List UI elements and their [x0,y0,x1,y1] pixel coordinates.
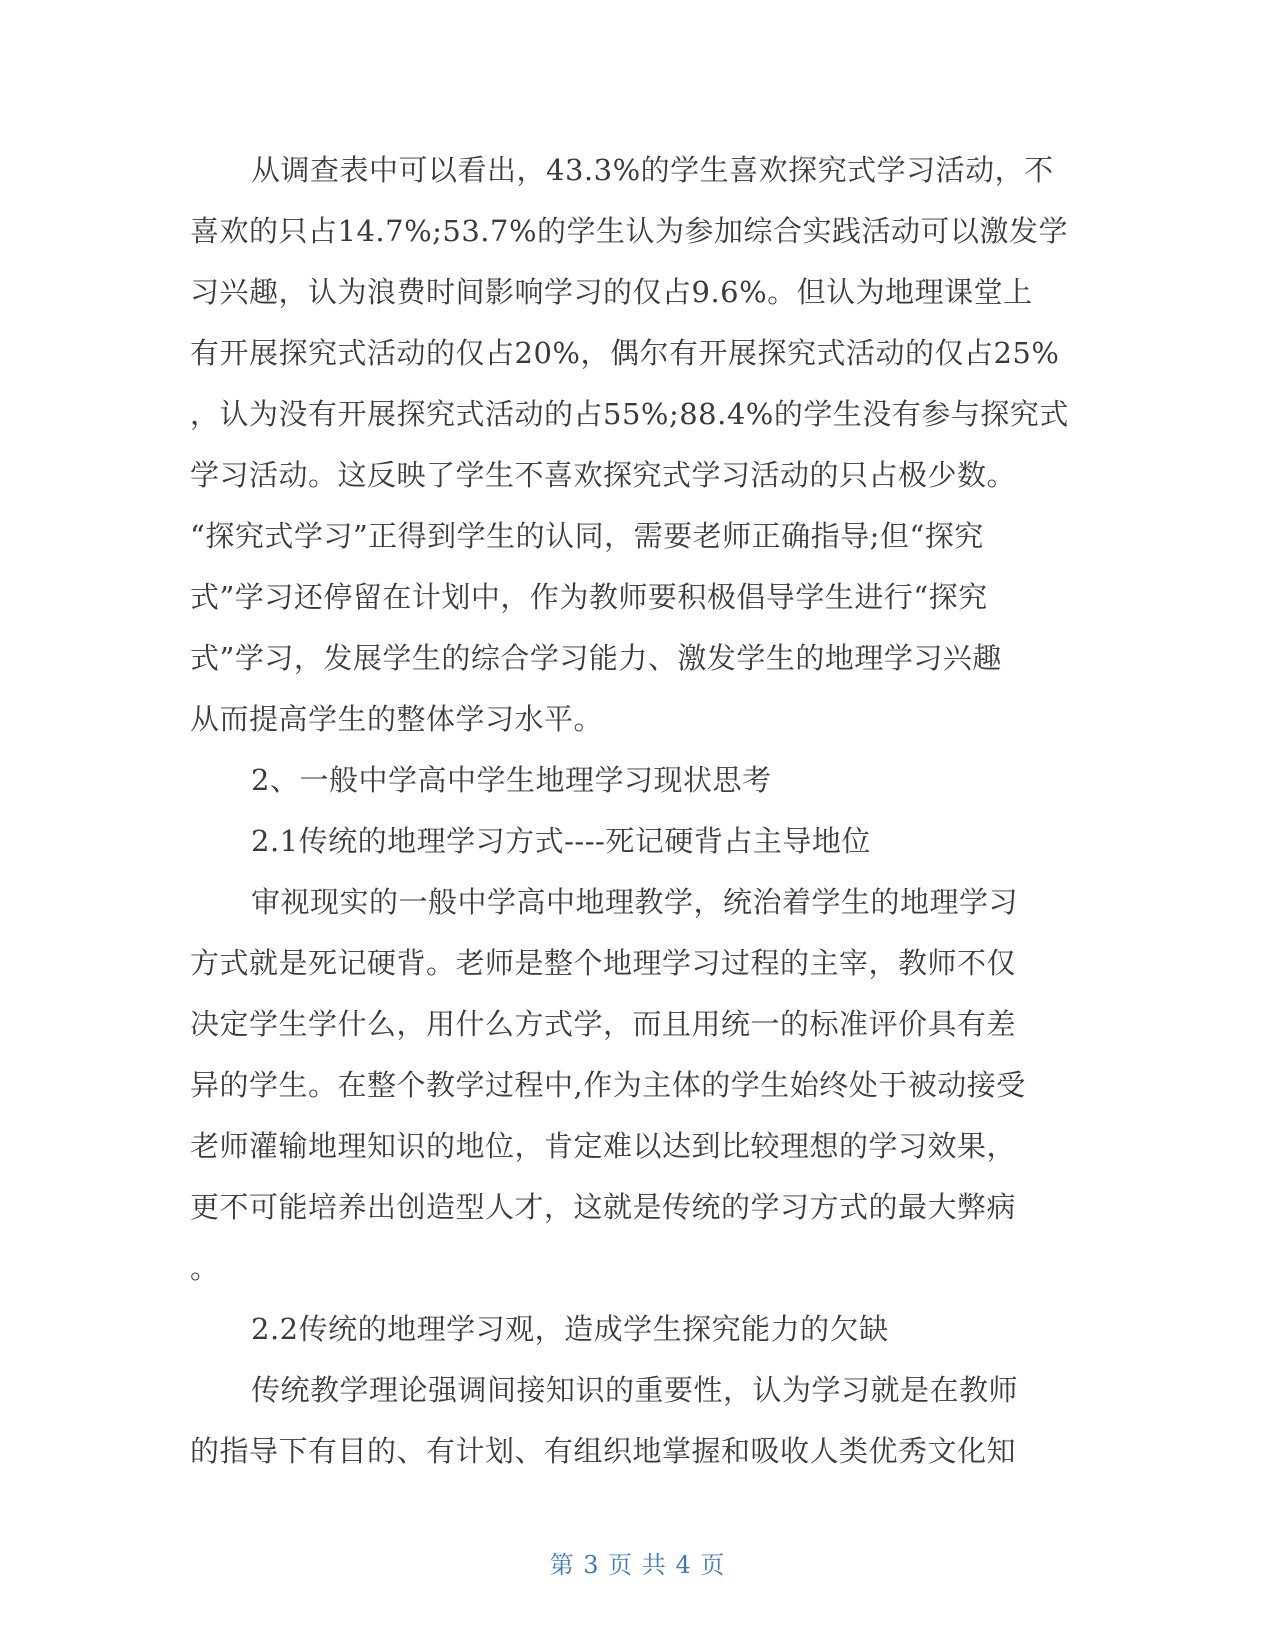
text-line: 习兴趣，认为浪费时间影响学习的仅占9.6%。但认为地理课堂上 [190,275,1033,309]
text-line: 更不可能培养出创造型人才，这就是传统的学习方式的最大弊病 [190,1190,1017,1224]
text-line: 异的学生。在整个教学过程中,作为主体的学生始终处于被动接受 [190,1068,1026,1102]
text-line: 学习活动。这反映了学生不喜欢探究式学习活动的只占极少数。 [190,458,1017,492]
subsection-heading: 2.2传统的地理学习观，造成学生探究能力的欠缺 [251,1312,889,1346]
text-line: 式”学习还停留在计划中，作为教师要积极倡导学生进行“探究 [190,580,988,614]
text-line: 传统教学理论强调间接知识的重要性，认为学习就是在教师 [251,1373,1019,1407]
section-heading: 2、一般中学高中学生地理学习现状思考 [251,763,772,797]
text-line: 审视现实的一般中学高中地理教学，统治着学生的地理学习 [251,885,1019,919]
text-line: “探究式学习”正得到学生的认同，需要老师正确指导;但“探究 [190,519,984,553]
document-body [190,140,1080,1482]
text-line: 的指导下有目的、有计划、有组织地掌握和吸收人类优秀文化知 [190,1434,1017,1468]
subsection-heading: 2.1传统的地理学习方式----死记硬背占主导地位 [251,824,871,858]
text-line: 式”学习，发展学生的综合学习能力、激发学生的地理学习兴趣 [190,641,1002,675]
text-line: 老师灌输地理知识的地位，肯定难以达到比较理想的学习效果， [190,1129,1017,1163]
text-line: ，认为没有开展探究式活动的占55%;88.4%的学生没有参与探究式 [190,397,1069,431]
page-number-footer: 第 3 页 共 4 页 [549,1551,726,1579]
text-line: 决定学生学什么，用什么方式学，而且用统一的标准评价具有差 [190,1007,1017,1041]
text-line: 喜欢的只占14.7%;53.7%的学生认为参加综合实践活动可以激发学 [190,214,1069,248]
text-line: 有开展探究式活动的仅占20%，偶尔有开展探究式活动的仅占25% [190,336,1060,370]
text-line: 。 [190,1251,220,1285]
text-line: 方式就是死记硬背。老师是整个地理学习过程的主宰，教师不仅 [190,946,1017,980]
text-line: 从调查表中可以看出，43.3%的学生喜欢探究式学习活动，不 [251,153,1054,187]
text-line: 从而提高学生的整体学习水平。 [190,702,604,736]
